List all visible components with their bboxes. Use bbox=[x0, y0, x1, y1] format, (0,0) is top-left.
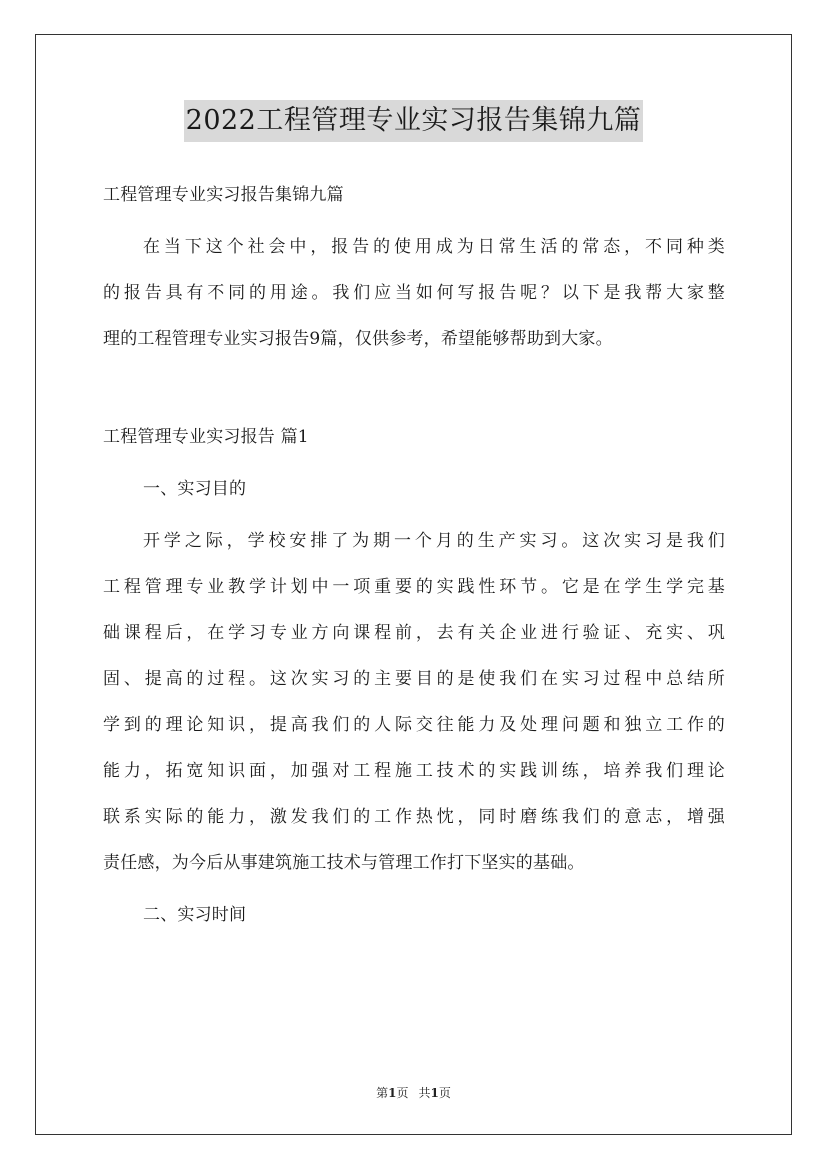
body-line: 固、提高的过程。这次实习的主要目的是使我们在实习过程中总结所 bbox=[103, 669, 725, 689]
body-line: 开学之际，学校安排了为期一个月的生产实习。这次实习是我们 bbox=[143, 531, 725, 551]
body-line: 学到的理论知识，提高我们的人际交往能力及处理问题和独立工作的 bbox=[103, 715, 725, 735]
body-line: 工程管理专业教学计划中一项重要的实践性环节。它是在学生学完基 bbox=[103, 577, 725, 597]
intro-line: 理的工程管理专业实习报告9篇，仅供参考，希望能够帮助到大家。 bbox=[103, 329, 613, 349]
heading-time: 二、实习时间 bbox=[143, 905, 247, 925]
body-line: 础课程后，在学习专业方向课程前，去有关企业进行验证、充实、巩 bbox=[103, 623, 725, 643]
document-subtitle: 工程管理专业实习报告集锦九篇 bbox=[103, 185, 344, 205]
heading-purpose: 一、实习目的 bbox=[143, 479, 247, 499]
page-total: 1 bbox=[430, 1086, 439, 1100]
body-line: 联系实际的能力，激发我们的工作热忱，同时磨练我们的意志，增强 bbox=[103, 807, 725, 827]
intro-line: 的报告具有不同的用途。我们应当如何写报告呢？以下是我帮大家整 bbox=[103, 283, 725, 303]
body-line: 能力，拓宽知识面，加强对工程施工技术的实践训练，培养我们理论 bbox=[103, 761, 725, 781]
document-title bbox=[0, 100, 827, 145]
document-body bbox=[103, 172, 725, 938]
document-title-text: 2022工程管理专业实习报告集锦九篇 bbox=[184, 100, 644, 142]
body-line: 责任感，为今后从事建筑施工技术与管理工作打下坚实的基础。 bbox=[103, 853, 585, 873]
page-footer: 第1页 共1页 bbox=[376, 1086, 451, 1100]
intro-line: 在当下这个社会中，报告的使用成为日常生活的常态，不同种类 bbox=[143, 237, 725, 257]
page-number: 1 bbox=[388, 1086, 397, 1100]
section-heading: 工程管理专业实习报告 篇1 bbox=[103, 427, 309, 447]
